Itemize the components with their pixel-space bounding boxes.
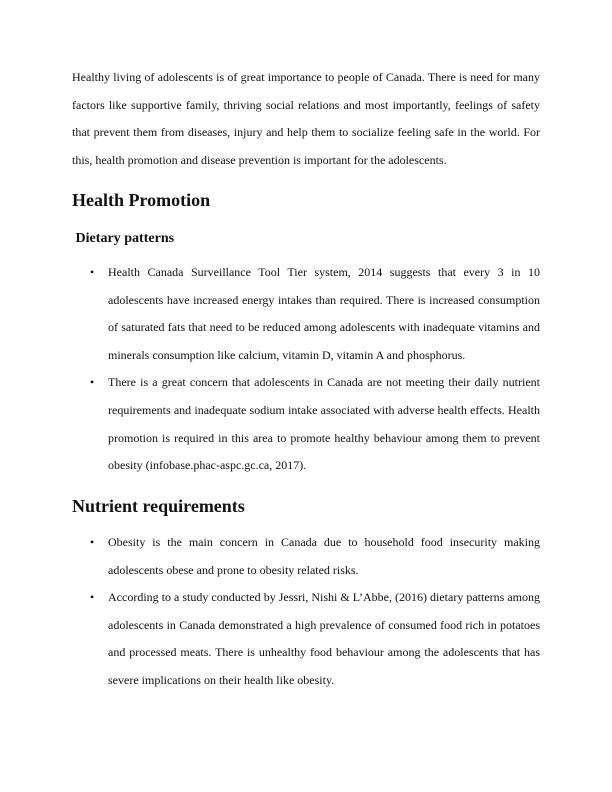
bullet-icon: • bbox=[90, 590, 95, 605]
section-heading-nutrient-requirements: Nutrient requirements bbox=[72, 496, 245, 516]
section-heading-health-promotion: Health Promotion bbox=[72, 190, 211, 210]
list-item-text: Obesity is the main concern in Canada due to household food insecurity making adolescents obese and prone to obesity related risks. bbox=[108, 535, 540, 577]
list-item bbox=[72, 529, 540, 584]
list-item-text: There is a great concern that adolescents in Canada are not meeting their daily nutrient requirements and inadequate sodium intake associated with adverse health effects. Health promotion is required in this area to promote healthy behaviour among them to prevent obesity (infobase.phac-aspc.gc.ca, 2017). bbox=[108, 375, 540, 473]
subheading-dietary-patterns: Dietary patterns bbox=[72, 230, 175, 246]
list-item bbox=[72, 369, 540, 479]
dietary-patterns-list bbox=[72, 259, 540, 480]
list-item bbox=[72, 259, 540, 369]
list-item-text: According to a study conducted by Jessri, Nishi & L’Abbe, (2016) dietary patterns among adolescents in Canada demonstrated a high prevalence of consumed food rich in potatoes and processed meats. There is unhealthy food behaviour among the adolescents that has severe implications on their health like obesity. bbox=[108, 590, 540, 687]
bullet-icon: • bbox=[90, 375, 95, 390]
bullet-icon: • bbox=[90, 265, 95, 279]
bullet-icon: • bbox=[90, 535, 95, 549]
list-item bbox=[72, 584, 540, 694]
nutrient-requirements-list bbox=[72, 529, 540, 695]
list-item-text: Health Canada Surveillance Tool Tier system, 2014 suggests that every 3 in 10 adolescents have increased energy intakes than required. There is increased consumption of saturated fats that need to be reduced among adolescents with inadequate vitamins and minerals consumption like calcium, vitamin D, vitamin A and phosphorus. bbox=[108, 265, 540, 362]
intro-paragraph: Healthy living of adolescents is of great importance to people of Canada. There is need for many factors like supportive family, thriving social relations and most importantly, feelings of safety that prevent them from diseases, injury and help them to socialize feeling safe in the world. For this, health promotion and disease prevention is important for the adolescents. bbox=[72, 70, 540, 167]
